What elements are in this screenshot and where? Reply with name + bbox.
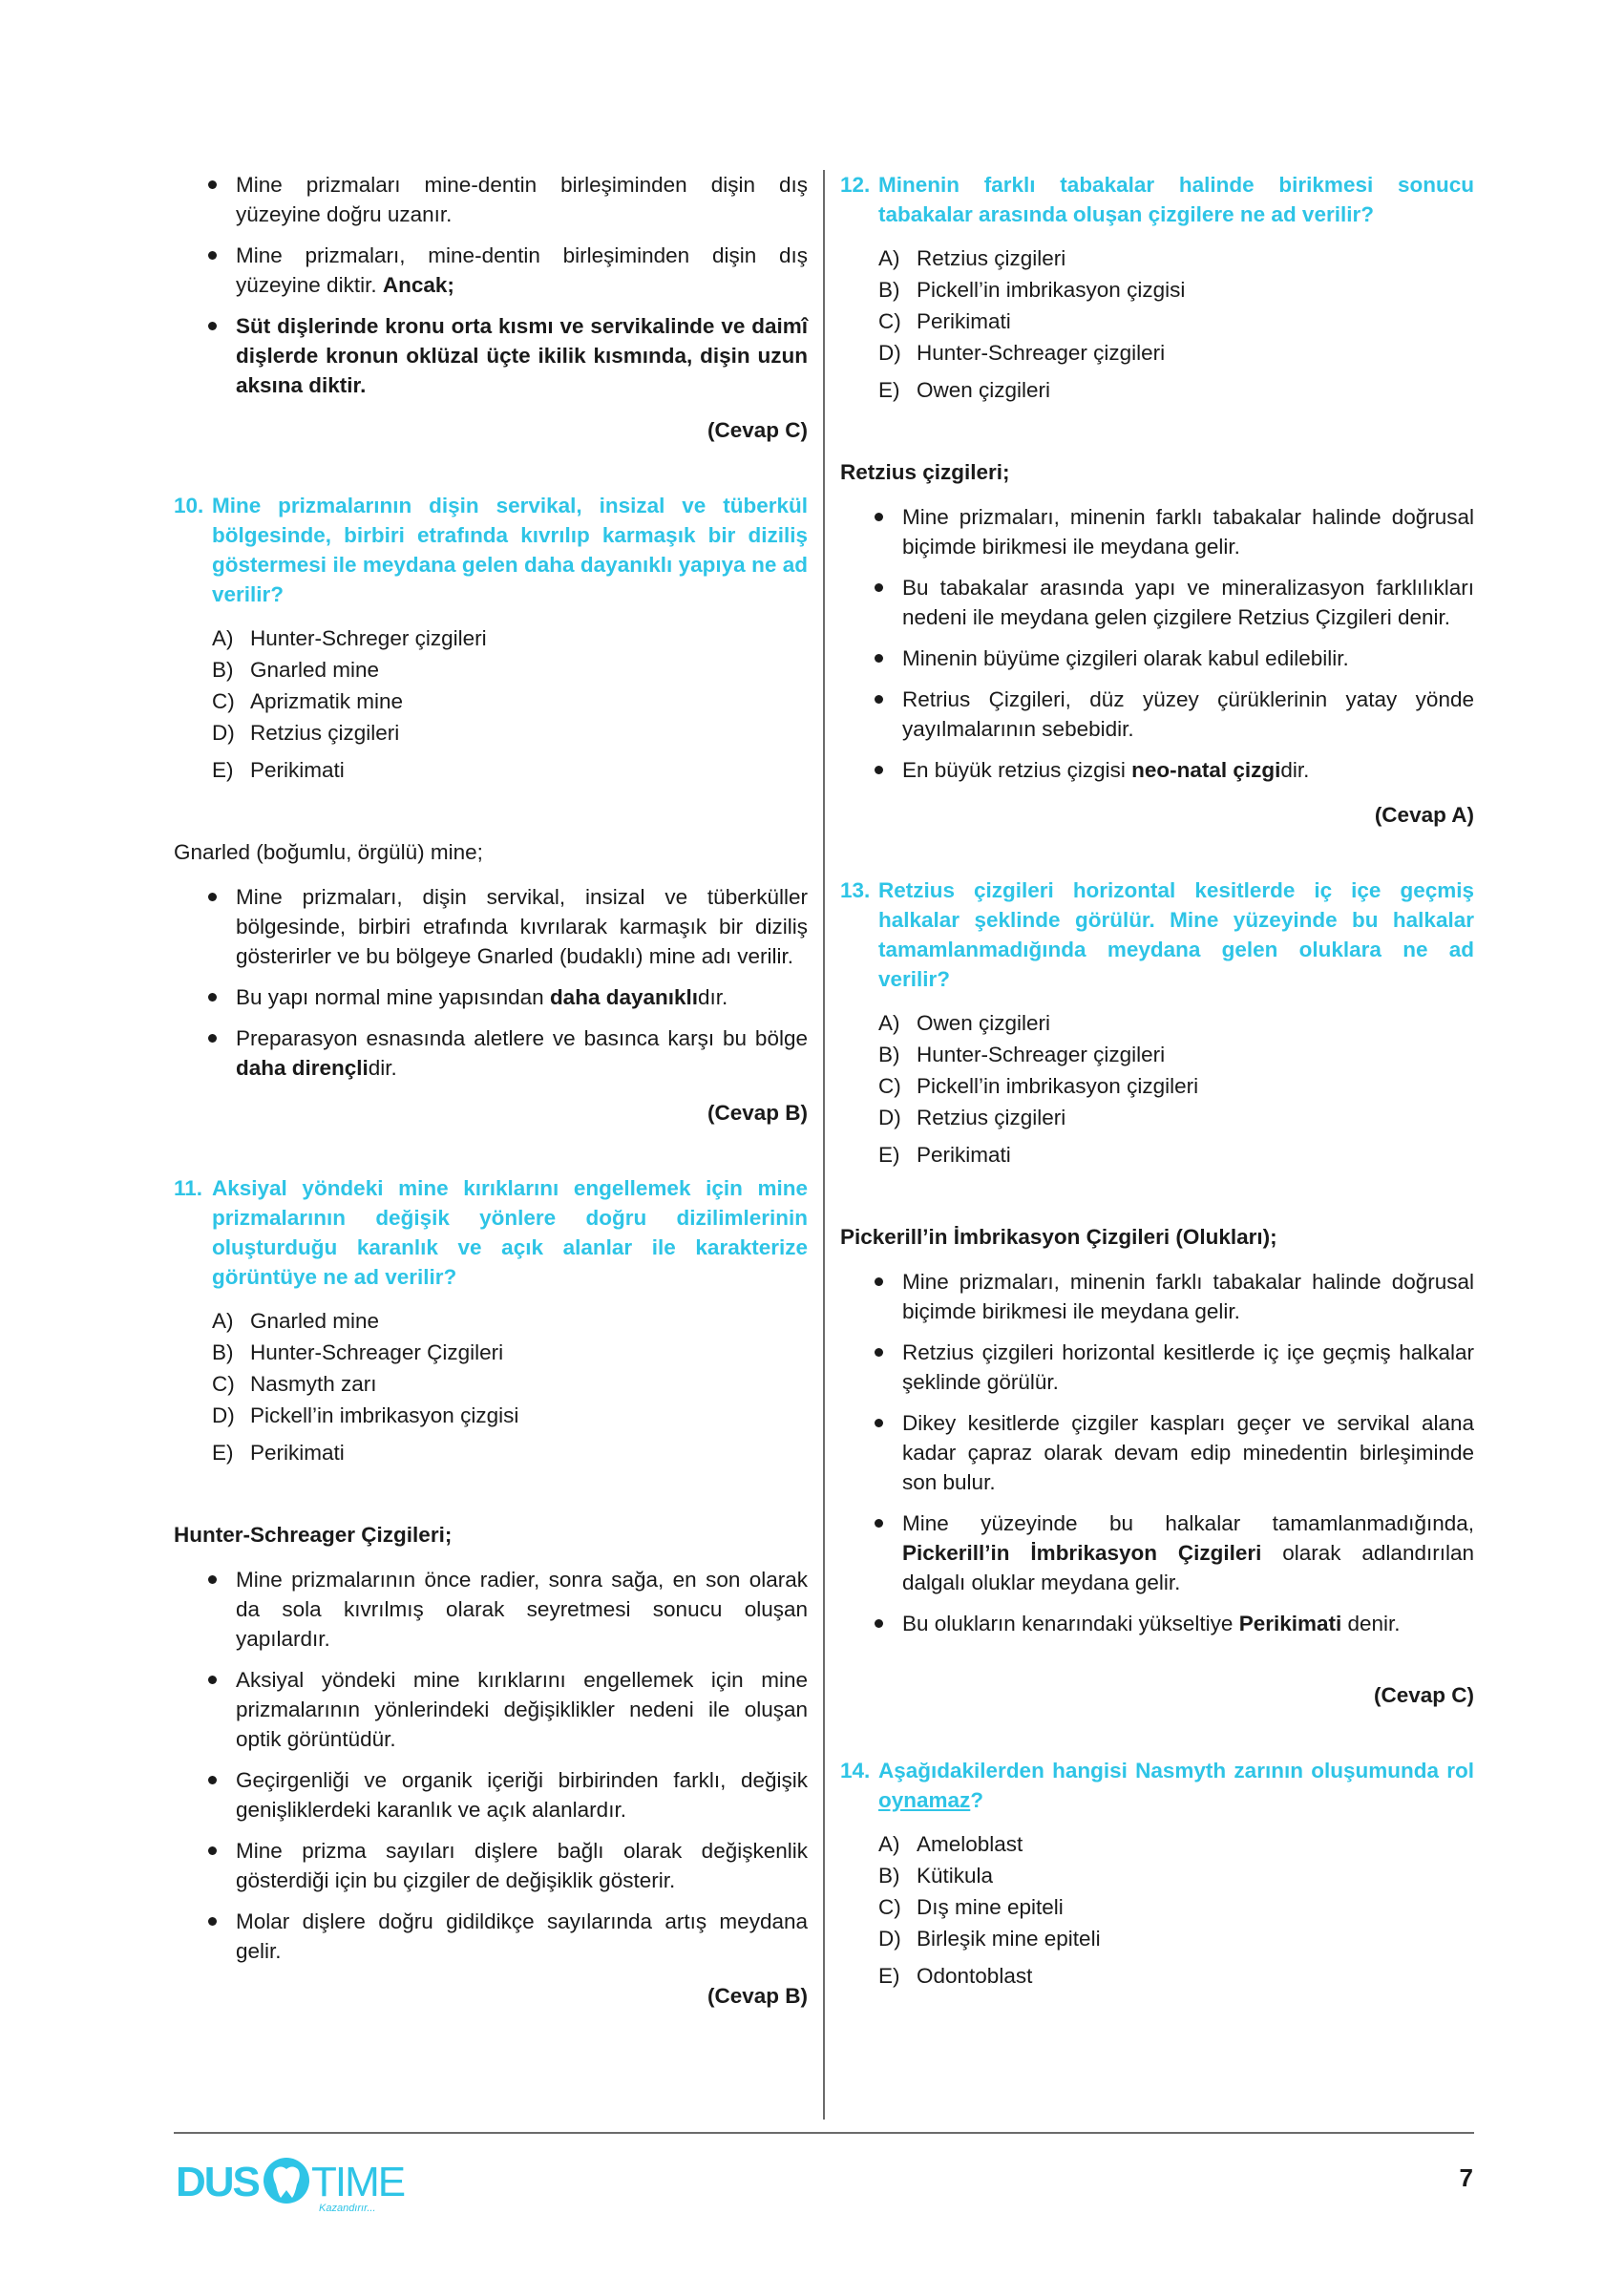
question-text: Aksiyal yöndeki mine kırıklarını engellemek için mine prizmalarının değişik yönlere doğru dizilimlerinin oluşturduğu karanlık ve açık alanlar ile karakterize görüntüye ne ad verilir? bbox=[212, 1176, 808, 1289]
question-text: Retzius çizgileri horizontal kesitlerde iç içe geçmiş halkalar şeklinde görülür. Mine yüzeyinde bu halkalar tamamlanmadığında meydana gelen oluklara ne ad verilir? bbox=[878, 878, 1474, 991]
option-a: A) Ameloblast bbox=[878, 1832, 1023, 1856]
question-text: Minenin farklı tabakalar halinde birikmesi sonucu tabakalar arasında oluşan çizgilere ne ad verilir? bbox=[878, 173, 1474, 226]
logo-dus-text: DUS bbox=[176, 2159, 259, 2205]
question-text: Mine prizmalarının dişin servikal, insizal ve tüberkül bölgesinde, birbiri etrafında kıvrılıp karmaşık bir diziliş göstermesi ile meydana gelen daha dayanıklı yapıya ne ad verilir? bbox=[212, 494, 808, 606]
question-number: 14. bbox=[840, 1759, 871, 1782]
bullet-item: Aksiyal yöndeki mine kırıklarını engellemek için mine prizmalarının yönlerindeki değişiklikler nedeni ile oluşan optik görüntüdür. bbox=[236, 1665, 808, 1754]
options-q12 bbox=[840, 243, 1474, 406]
options-q10 bbox=[174, 622, 808, 786]
option-a: A) Owen çizgileri bbox=[878, 1011, 1051, 1035]
option-b: B) Hunter-Schreager Çizgileri bbox=[212, 1340, 504, 1364]
option-c: C) Aprizmatik mine bbox=[212, 689, 404, 713]
bullet-item: Mine prizmaları, dişin servikal, insizal ve tüberküller bölgesinde, birbiri etrafında kıvrılarak karmaşık bir diziliş gösterirler ve bu bölgeye Gnarled (budaklı) mine adı verilir. bbox=[236, 882, 808, 971]
option-e: E) Perikimati bbox=[212, 1441, 345, 1465]
option-d: D) Retzius çizgileri bbox=[878, 1106, 1066, 1129]
bullet-item: Süt dişlerinde kronu orta kısmı ve servikalinde ve daimî dişlerde kronun oklüzal üçte ikilik kısmında, dişin uzun aksına diktir. bbox=[236, 311, 808, 400]
answer-label: (Cevap A) bbox=[1374, 803, 1474, 827]
bullet-item: Mine prizmaları, minenin farklı tabakalar halinde doğrusal biçimde birikmesi ile meydana gelir. bbox=[902, 502, 1474, 561]
bullet-item: Retzius çizgileri horizontal kesitlerde iç içe geçmiş halkalar şeklinde görülür. bbox=[902, 1338, 1474, 1397]
option-c: C) Pickell’in imbrikasyon çizgileri bbox=[878, 1074, 1199, 1098]
question-number: 11. bbox=[174, 1176, 203, 1200]
answer-label: (Cevap C) bbox=[1373, 1683, 1474, 1707]
question-11 bbox=[174, 1173, 808, 1292]
bullet-item: Dikey kesitlerde çizgiler kaspları geçer ve servikal alana kadar çapraz olarak devam edip minedentin birleşiminde son bulur. bbox=[902, 1408, 1474, 1497]
question-number: 12. bbox=[840, 173, 871, 197]
bullet-item: Bu olukların kenarındaki yükseltiye Perikimati denir. bbox=[902, 1609, 1474, 1638]
bullet-item: Preparasyon esnasında aletlere ve basınca karşı bu bölge daha dirençlidir. bbox=[236, 1023, 808, 1083]
answer-label: (Cevap C) bbox=[707, 418, 808, 442]
option-c: C) Dış mine epiteli bbox=[878, 1895, 1064, 1919]
left-column bbox=[174, 170, 808, 2011]
option-e: E) Perikimati bbox=[878, 1143, 1011, 1167]
bullet-item: Molar dişlere doğru gidildikçe sayılarında artış meydana gelir. bbox=[236, 1907, 808, 1966]
dustime-logo bbox=[176, 2152, 405, 2215]
section-title-gnarled: Gnarled (boğumlu, örgülü) mine; bbox=[174, 840, 483, 864]
question-13 bbox=[840, 875, 1474, 994]
option-a: A) Hunter-Schreger çizgileri bbox=[212, 626, 487, 650]
answer-label: (Cevap B) bbox=[707, 1984, 808, 2008]
question-number: 13. bbox=[840, 878, 871, 902]
right-column bbox=[840, 170, 1474, 1992]
option-b: B) Gnarled mine bbox=[212, 658, 380, 682]
question-10 bbox=[174, 491, 808, 609]
section-title-hunter: Hunter-Schreager Çizgileri; bbox=[174, 1523, 453, 1547]
retzius-bullets bbox=[840, 502, 1474, 785]
option-d: D) Retzius çizgileri bbox=[212, 721, 400, 745]
question-12 bbox=[840, 170, 1474, 229]
bullet-item: Minenin büyüme çizgileri olarak kabul edilebilir. bbox=[902, 643, 1474, 673]
column-divider bbox=[823, 170, 825, 2120]
answer-label: (Cevap B) bbox=[707, 1101, 808, 1125]
bullet-item: Mine prizmaları mine-dentin birleşiminden dişin dış yüzeyine doğru uzanır. bbox=[236, 170, 808, 229]
bullet-item: Mine prizmalarının önce radier, sonra sağa, en son olarak da sola kıvrılmış olarak seyretmesi sonucu oluşan yapılardır. bbox=[236, 1565, 808, 1654]
logo-time-text: TIME bbox=[311, 2159, 405, 2205]
gnarled-bullets bbox=[174, 882, 808, 1083]
option-e: E) Owen çizgileri bbox=[878, 378, 1051, 402]
option-b: B) Kütikula bbox=[878, 1864, 994, 1888]
bullet-item: En büyük retzius çizgisi neo-natal çizgidir. bbox=[902, 755, 1474, 785]
bullet-item: Bu yapı normal mine yapısından daha dayanıklıdır. bbox=[236, 982, 808, 1012]
section-title-retzius: Retzius çizgileri; bbox=[840, 460, 1010, 484]
bullet-item: Mine prizma sayıları dişlere bağlı olarak değişkenlik gösterdiği için bu çizgiler de değişiklik gösterir. bbox=[236, 1836, 808, 1895]
option-c: C) Perikimati bbox=[878, 309, 1011, 333]
option-a: A) Gnarled mine bbox=[212, 1309, 380, 1333]
bullet-item: Bu tabakalar arasında yapı ve mineralizasyon farklılıkları nedeni ile meydana gelen çizgilere Retzius Çizgileri denir. bbox=[902, 573, 1474, 632]
option-e: E) Perikimati bbox=[212, 758, 345, 782]
option-d: D) Pickell’in imbrikasyon çizgisi bbox=[212, 1403, 519, 1427]
bullet-item: Mine prizmaları, mine-dentin birleşiminden dişin dış yüzeyine diktir. Ancak; bbox=[236, 241, 808, 300]
option-d: D) Hunter-Schreager çizgileri bbox=[878, 341, 1166, 365]
question-text: Aşağıdakilerden hangisi Nasmyth zarının oluşumunda rol oynamaz? bbox=[878, 1759, 1474, 1812]
bullet-item: Retrius Çizgileri, düz yüzey çürüklerinin yatay yönde yayılmalarının sebebidir. bbox=[902, 685, 1474, 744]
option-a: A) Retzius çizgileri bbox=[878, 246, 1066, 270]
bullet-item: Mine prizmaları, minenin farklı tabakalar halinde doğrusal biçimde birikmesi ile meydana gelir. bbox=[902, 1267, 1474, 1326]
option-b: B) Pickell’in imbrikasyon çizgisi bbox=[878, 278, 1186, 302]
option-e: E) Odontoblast bbox=[878, 1964, 1033, 1988]
question-number: 10. bbox=[174, 494, 204, 517]
option-d: D) Birleşik mine epiteli bbox=[878, 1927, 1101, 1951]
options-q14 bbox=[840, 1828, 1474, 1992]
section-title-pickerill: Pickerill’in İmbrikasyon Çizgileri (Olukları); bbox=[840, 1225, 1277, 1249]
option-b: B) Hunter-Schreager çizgileri bbox=[878, 1043, 1166, 1066]
options-q13 bbox=[840, 1007, 1474, 1171]
bullet-item: Geçirgenliği ve organik içeriği birbirinden farklı, değişik genişliklerdeki karanlık ve açık alanlardır. bbox=[236, 1765, 808, 1825]
logo-tagline: Kazandırır... bbox=[319, 2203, 376, 2214]
pickerill-bullets bbox=[840, 1267, 1474, 1638]
page-number: 7 bbox=[1459, 2163, 1473, 2192]
question-14 bbox=[840, 1756, 1474, 1815]
intro-bullets bbox=[174, 170, 808, 400]
hunter-bullets bbox=[174, 1565, 808, 1966]
footer-rule bbox=[174, 2132, 1474, 2134]
bullet-item: Mine yüzeyinde bu halkalar tamamlanmadığında, Pickerill’in İmbrikasyon Çizgileri olarak adlandırılan dalgalı oluklar meydana gelir. bbox=[902, 1508, 1474, 1597]
option-c: C) Nasmyth zarı bbox=[212, 1372, 377, 1396]
options-q11 bbox=[174, 1305, 808, 1468]
